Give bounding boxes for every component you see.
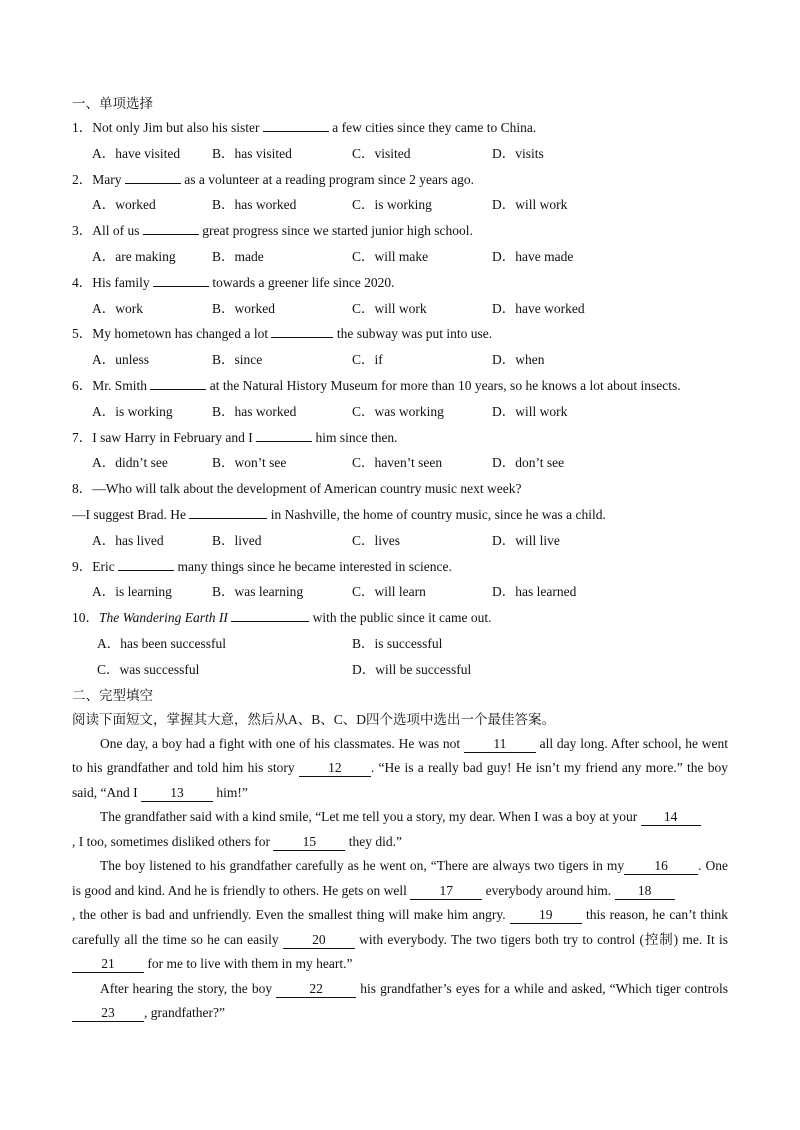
- paragraph-2: The grandfather said with a kind smile, “Let me tell you a story, my dear. When I was a boy at your 14 , I too, sometimes disliked others for 15 they did.”: [72, 805, 728, 854]
- option-a[interactable]: A．has lived: [92, 532, 164, 548]
- cloze-blank-15[interactable]: 15: [273, 834, 345, 851]
- question-4-options: [72, 296, 728, 322]
- paragraph-1: One day, a boy had a fight with one of his classmates. He was not 11 all day long. After school, he went to his grandfather and told him his story 12 . “He is a really bad guy! He isn’t my friend any more.” the boy said, “And I 13 him!”: [72, 735, 729, 800]
- question-6: 6．Mr. Smith at the Natural History Museum for more than 10 years, so he knows a lot about insects.: [72, 373, 728, 399]
- question-7: 7．I saw Harry in February and I him since then.: [72, 425, 728, 451]
- option-a[interactable]: A．have visited: [92, 145, 181, 161]
- option-d[interactable]: D．has learned: [492, 584, 577, 600]
- question-1-options: [72, 141, 728, 167]
- cloze-blank-18[interactable]: 18: [615, 883, 675, 900]
- answer-blank[interactable]: [153, 271, 209, 287]
- question-5: 5．My hometown has changed a lot the subway was put into use.: [72, 321, 728, 347]
- cloze-blank-14[interactable]: 14: [641, 809, 701, 826]
- option-a[interactable]: A．are making: [92, 248, 176, 264]
- option-d[interactable]: D．have worked: [492, 300, 585, 316]
- question-10-options-row2: [72, 657, 728, 683]
- option-c[interactable]: C．lives: [352, 532, 401, 548]
- answer-blank[interactable]: [263, 116, 329, 132]
- option-d[interactable]: D．will work: [492, 403, 568, 419]
- option-b[interactable]: B．worked: [212, 300, 275, 316]
- cloze-blank-13[interactable]: 13: [141, 785, 213, 802]
- option-c[interactable]: C．will work: [352, 300, 427, 316]
- cloze-blank-22[interactable]: 22: [276, 981, 356, 998]
- option-c[interactable]: C．will learn: [352, 584, 426, 600]
- question-8-reply: —I suggest Brad. He in Nashville, the home of country music, since he was a child.: [72, 502, 728, 528]
- option-d[interactable]: D．when: [492, 352, 545, 368]
- option-d[interactable]: D．visits: [492, 145, 544, 161]
- answer-blank[interactable]: [271, 322, 333, 338]
- option-a[interactable]: A．work: [92, 300, 143, 316]
- option-a[interactable]: A．worked: [92, 197, 156, 213]
- answer-blank[interactable]: [150, 374, 206, 390]
- option-b[interactable]: B．has visited: [212, 145, 292, 161]
- question-7-options: [72, 450, 728, 476]
- question-list: [72, 115, 728, 476]
- question-8-options: [72, 528, 728, 554]
- question-2-options: [72, 192, 728, 218]
- question-2: 2．Mary as a volunteer at a reading program since 2 years ago.: [72, 167, 728, 193]
- question-8: 8．—Who will talk about the development of American country music next week?: [72, 481, 522, 497]
- cloze-blank-19[interactable]: 19: [510, 907, 582, 924]
- exam-page: [72, 93, 728, 1026]
- question-9-options: [72, 579, 728, 605]
- option-c[interactable]: C．was working: [352, 403, 444, 419]
- option-d[interactable]: D．have made: [492, 248, 574, 264]
- answer-blank[interactable]: [118, 555, 174, 571]
- question-9: 9．Eric many things since he became interested in science.: [72, 554, 728, 580]
- option-a[interactable]: A．is working: [92, 403, 173, 419]
- cloze-blank-12[interactable]: 12: [299, 760, 371, 777]
- option-a[interactable]: A．is learning: [92, 584, 172, 600]
- question-3: 3．All of us great progress since we started junior high school.: [72, 218, 728, 244]
- option-b[interactable]: B．was learning: [212, 584, 304, 600]
- option-b[interactable]: B．lived: [212, 532, 262, 548]
- option-b[interactable]: B．won’t see: [212, 455, 287, 471]
- question-3-options: [72, 244, 728, 270]
- section2-title: 二、完型填空: [72, 687, 153, 703]
- answer-blank[interactable]: [189, 503, 267, 519]
- option-d[interactable]: D．don’t see: [492, 455, 565, 471]
- answer-blank[interactable]: [143, 219, 199, 235]
- question-6-options: [72, 399, 728, 425]
- answer-blank[interactable]: [231, 606, 309, 622]
- question-4: 4．His family towards a greener life since 2020.: [72, 270, 728, 296]
- answer-blank[interactable]: [125, 168, 181, 184]
- question-10-options-row1: [72, 631, 728, 657]
- paragraph-4: After hearing the story, the boy 22 his grandfather’s eyes for a while and asked, “Which tiger controls 23 , grandfather?”: [72, 977, 728, 1026]
- cloze-blank-21[interactable]: 21: [72, 956, 144, 973]
- option-a[interactable]: A．unless: [92, 352, 149, 368]
- answer-blank[interactable]: [256, 426, 312, 442]
- cloze-blank-23[interactable]: 23: [72, 1005, 144, 1022]
- option-c[interactable]: C．visited: [352, 145, 411, 161]
- option-b[interactable]: B．has worked: [212, 403, 297, 419]
- option-c[interactable]: C．is working: [352, 197, 432, 213]
- option-c[interactable]: C．haven’t seen: [352, 455, 443, 471]
- question-5-options: [72, 347, 728, 373]
- option-c[interactable]: C．if: [352, 352, 383, 368]
- option-a[interactable]: A．has been successful: [97, 635, 226, 651]
- option-c[interactable]: C．was successful: [97, 661, 200, 677]
- option-d[interactable]: D．will be successful: [352, 661, 472, 677]
- section2-instruction: 阅读下面短文，掌握其大意，然后从A、B、C、D四个选项中选出一个最佳答案。: [72, 711, 556, 727]
- question-10: 10．The Wandering Earth II with the public since it came out.: [72, 605, 728, 631]
- cloze-blank-16[interactable]: 16: [624, 858, 698, 875]
- option-b[interactable]: B．is successful: [352, 635, 443, 651]
- option-b[interactable]: B．since: [212, 352, 263, 368]
- cloze-blank-17[interactable]: 17: [410, 883, 482, 900]
- cloze-blank-11[interactable]: 11: [464, 736, 536, 753]
- paragraph-3: The boy listened to his grandfather carefully as he went on, “There are always two tigers in my 16 . One is good and kind. And he is friendly to others. He gets on well 17 everybody around him. 18 , the other is bad and unfriendly. Even the smallest thing will make him angry. 19 this reason, he can’t think carefully all the time so he can easily 20 with everybody. The two tigers both try to control (控制) me. It is 21 for me to live with them in my heart.”: [72, 858, 729, 972]
- option-d[interactable]: D．will work: [492, 197, 568, 213]
- option-d[interactable]: D．will live: [492, 532, 560, 548]
- option-b[interactable]: B．has worked: [212, 197, 297, 213]
- section1-title: 一、单项选择: [72, 96, 153, 111]
- option-c[interactable]: C．will make: [352, 248, 429, 264]
- cloze-blank-20[interactable]: 20: [283, 932, 355, 949]
- question-1: 1．Not only Jim but also his sister a few cities since they came to China.: [72, 115, 728, 141]
- option-a[interactable]: A．didn’t see: [92, 455, 168, 471]
- option-b[interactable]: B．made: [212, 248, 264, 264]
